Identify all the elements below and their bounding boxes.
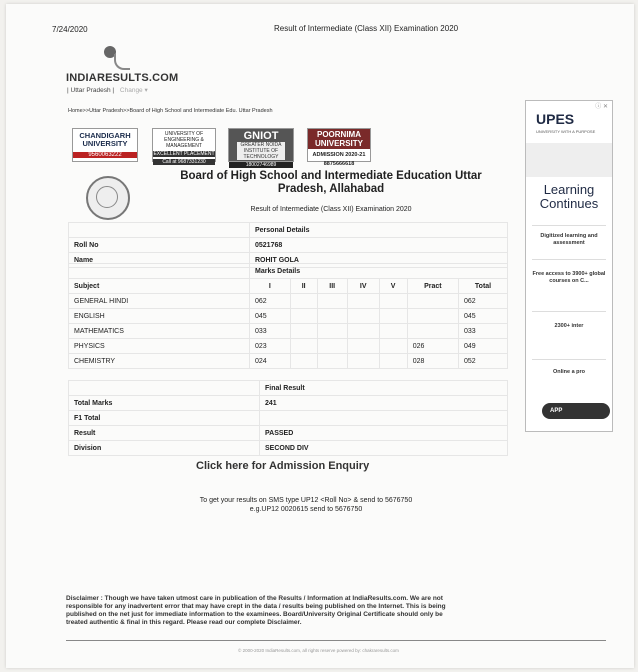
sms-line-1: To get your results on SMS type UP12 <Roll No> & send to 5676750 <box>199 497 413 504</box>
final-heading: Final Result <box>260 381 508 396</box>
ad-gniot[interactable] <box>228 128 294 168</box>
mark-cell <box>290 354 317 369</box>
ad-title: UNIVERSITY OF ENGINEERING & MANAGEMENT <box>164 131 204 149</box>
table-row <box>69 411 508 426</box>
ad-uem[interactable] <box>152 128 216 165</box>
ad-text: Free access to 3900+ global courses on C... <box>532 271 606 284</box>
final-label: Result <box>69 426 260 441</box>
mark-cell <box>407 294 458 309</box>
roll-value: 0521768 <box>250 238 508 253</box>
ad-title: GNIOT <box>243 130 279 142</box>
mark-cell <box>347 294 379 309</box>
print-date: 7/24/2020 <box>52 25 88 34</box>
ad-headline: Learning Continues <box>539 182 599 211</box>
mark-cell: 062 <box>250 294 291 309</box>
mark-cell <box>379 309 407 324</box>
final-value: SECOND DIV <box>260 441 508 456</box>
mark-cell <box>379 324 407 339</box>
personal-details-table <box>68 222 508 268</box>
mark-cell: 045 <box>250 309 291 324</box>
ad-sub: GREATER NOIDA INSTITUTE OF TECHNOLOGY <box>237 142 285 160</box>
print-title: Result of Intermediate (Class XII) Examination 2020 <box>274 24 459 33</box>
mark-cell: 026 <box>407 339 458 354</box>
total-cell: 052 <box>459 354 508 369</box>
mark-cell <box>317 324 347 339</box>
ad-close-icon[interactable]: ⓘ ✕ <box>595 104 608 110</box>
footer-copyright: © 2000-2020 IndiaResults.com, all rights reserve powered by: chakraresults.com <box>238 648 399 653</box>
total-cell: 062 <box>459 294 508 309</box>
change-state-link[interactable]: Change ▾ <box>119 87 148 94</box>
divider <box>532 225 606 226</box>
table-row <box>69 339 508 354</box>
marks-header-row <box>69 279 508 294</box>
mark-cell <box>317 294 347 309</box>
ad-image <box>526 143 612 177</box>
col-header: Pract <box>407 279 458 294</box>
marks-table <box>68 263 508 369</box>
final-label: Division <box>69 441 260 456</box>
mark-cell <box>347 309 379 324</box>
disclaimer: Disclaimer : Though we have taken utmost care in publication of the Results / Information at IndiaResults.com. We are not responsible for any inadvertent error that may have crept in the data / results being published on the Internet. This is being published on the net just for immediate information to the examinees. Board/University Original Certificate should only be treated authentic & final in this regard. Please read our complete Disclaimer. <box>66 595 446 626</box>
mark-cell <box>407 309 458 324</box>
ad-phone: 18002746989 <box>229 162 293 168</box>
logo-swoosh-icon <box>114 54 130 70</box>
ad-poornima[interactable] <box>307 128 371 167</box>
col-header: I <box>250 279 291 294</box>
ad-sub: ADMISSION 2020-21 <box>312 152 366 158</box>
ad-text: 2300+ inter <box>554 323 584 329</box>
printed-page <box>6 4 634 668</box>
mark-cell: 033 <box>250 324 291 339</box>
state-label: | Uttar Pradesh | <box>67 87 115 94</box>
ad-phone: 8875666618 <box>323 161 355 167</box>
upes-logo: UPES <box>536 111 575 127</box>
mark-cell <box>379 339 407 354</box>
table-row <box>69 294 508 309</box>
table-row <box>69 354 508 369</box>
mark-cell <box>379 354 407 369</box>
sms-instructions <box>156 496 456 514</box>
final-result-table <box>68 380 508 456</box>
marks-heading: Marks Details <box>250 264 508 279</box>
ad-phone: 9560063222 <box>73 152 137 158</box>
mark-cell: 028 <box>407 354 458 369</box>
ad-sub: EXCELLENT PLACEMENT <box>153 151 215 157</box>
mark-cell <box>317 339 347 354</box>
name-label: Name <box>69 253 250 268</box>
subject-cell: MATHEMATICS <box>69 324 250 339</box>
upes-tagline: UNIVERSITY WITH A PURPOSE <box>536 129 596 134</box>
ad-text: Digitized learning and assessment <box>540 233 598 246</box>
apply-button[interactable]: APP <box>542 403 610 419</box>
mark-cell <box>290 324 317 339</box>
exam-title: Result of Intermediate (Class XII) Examination 2020 <box>250 206 412 213</box>
ad-text: Online a pro <box>552 369 586 375</box>
divider <box>532 359 606 360</box>
table-row <box>69 324 508 339</box>
mark-cell <box>347 339 379 354</box>
mark-cell <box>347 354 379 369</box>
col-header: II <box>290 279 317 294</box>
admission-enquiry-link[interactable]: Click here for Admission Enquiry <box>196 460 370 472</box>
col-header: Total <box>459 279 508 294</box>
ad-title: POORNIMA UNIVERSITY <box>308 129 370 149</box>
final-value: PASSED <box>260 426 508 441</box>
ad-title: CHANDIGARH UNIVERSITY <box>79 131 131 148</box>
mark-cell <box>317 354 347 369</box>
mark-cell <box>317 309 347 324</box>
mark-cell: 024 <box>250 354 291 369</box>
final-value: 241 <box>260 396 508 411</box>
total-cell: 045 <box>459 309 508 324</box>
final-label: F1 Total <box>69 411 260 426</box>
divider <box>532 259 606 260</box>
mark-cell <box>407 324 458 339</box>
col-header: V <box>379 279 407 294</box>
divider <box>66 640 606 641</box>
subject-cell: PHYSICS <box>69 339 250 354</box>
final-label: Total Marks <box>69 396 260 411</box>
table-row <box>69 441 508 456</box>
personal-heading: Personal Details <box>250 223 508 238</box>
board-seal-icon <box>86 176 130 220</box>
mark-cell <box>379 294 407 309</box>
subject-cell: ENGLISH <box>69 309 250 324</box>
side-ad-upes[interactable] <box>525 100 613 432</box>
mark-cell <box>290 309 317 324</box>
total-cell: 033 <box>459 324 508 339</box>
name-value: ROHIT GOLA <box>250 253 508 268</box>
site-logo[interactable]: INDIARESULTS.COM <box>66 72 179 84</box>
col-header: III <box>317 279 347 294</box>
mark-cell <box>347 324 379 339</box>
mark-cell: 023 <box>250 339 291 354</box>
table-row <box>69 309 508 324</box>
table-row <box>69 396 508 411</box>
mark-cell <box>290 294 317 309</box>
total-cell: 049 <box>459 339 508 354</box>
state-selector[interactable] <box>67 86 148 94</box>
breadcrumb[interactable]: Home>>Uttar Pradesh>>Board of High School and Intermediate Edu. Uttar Pradesh <box>68 108 273 114</box>
col-header: IV <box>347 279 379 294</box>
subject-cell: CHEMISTRY <box>69 354 250 369</box>
divider <box>532 311 606 312</box>
roll-label: Roll No <box>69 238 250 253</box>
sms-line-2: e.g.UP12 0020615 send to 5676750 <box>249 506 363 513</box>
final-value <box>260 411 508 426</box>
ad-phone: Call at 9687331230 <box>153 159 215 165</box>
subject-cell: GENERAL HINDI <box>69 294 250 309</box>
board-name: Board of High School and Intermediate Education Uttar Pradesh, Allahabad <box>180 170 482 195</box>
mark-cell <box>290 339 317 354</box>
table-row <box>69 426 508 441</box>
col-header: Subject <box>69 279 250 294</box>
ad-chandigarh-university[interactable] <box>72 128 138 162</box>
